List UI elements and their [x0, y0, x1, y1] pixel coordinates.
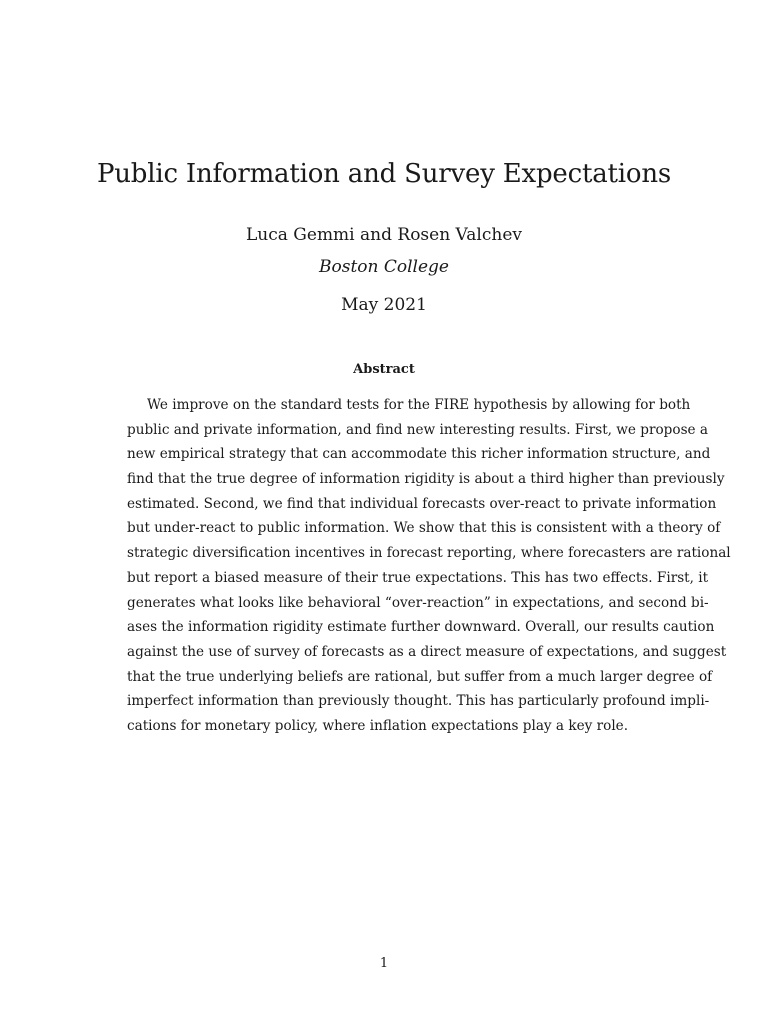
paper-title: Public Information and Survey Expectations — [96, 159, 672, 189]
abstract-line: find that the true degree of information rigidity is about a third higher than previously — [127, 471, 725, 488]
author-names: Luca Gemmi and Rosen Valchev — [246, 225, 522, 245]
abstract-line: new empirical strategy that can accommodate this richer information structure, and — [127, 446, 711, 463]
abstract-line: but report a biased measure of their true expectations. This has two effects. First, it — [127, 569, 709, 586]
abstract-line: strategic diversification incentives in forecast reporting, where forecasters are rational — [127, 545, 731, 562]
abstract-heading: Abstract — [353, 362, 415, 377]
author-affiliation: Boston College — [319, 257, 449, 277]
abstract-line: ases the information rigidity estimate further downward. Overall, our results caution — [127, 619, 715, 636]
page-number: 1 — [379, 956, 389, 971]
abstract-line: estimated. Second, we find that individual forecasts over-react to private information — [127, 495, 717, 512]
abstract-body — [127, 393, 731, 739]
abstract-line: imperfect information than previously thought. This has particularly profound impli- — [127, 693, 710, 710]
abstract-line: but under-react to public information. We show that this is consistent with a theory of — [127, 520, 721, 537]
abstract-line: We improve on the standard tests for the FIRE hypothesis by allowing for both — [147, 397, 691, 413]
abstract-line: public and private information, and find new interesting results. First, we propose a — [127, 421, 709, 438]
abstract-line: generates what looks like behavioral “over-reaction” in expectations, and second bi- — [127, 594, 709, 611]
abstract-line: against the use of survey of forecasts as a direct measure of expectations, and suggest — [127, 643, 727, 660]
publication-date: May 2021 — [341, 295, 427, 315]
abstract-line: cations for monetary policy, where inflation expectations play a key role. — [127, 717, 629, 734]
abstract-line: that the true underlying beliefs are rational, but suffer from a much larger degree of — [127, 668, 713, 685]
